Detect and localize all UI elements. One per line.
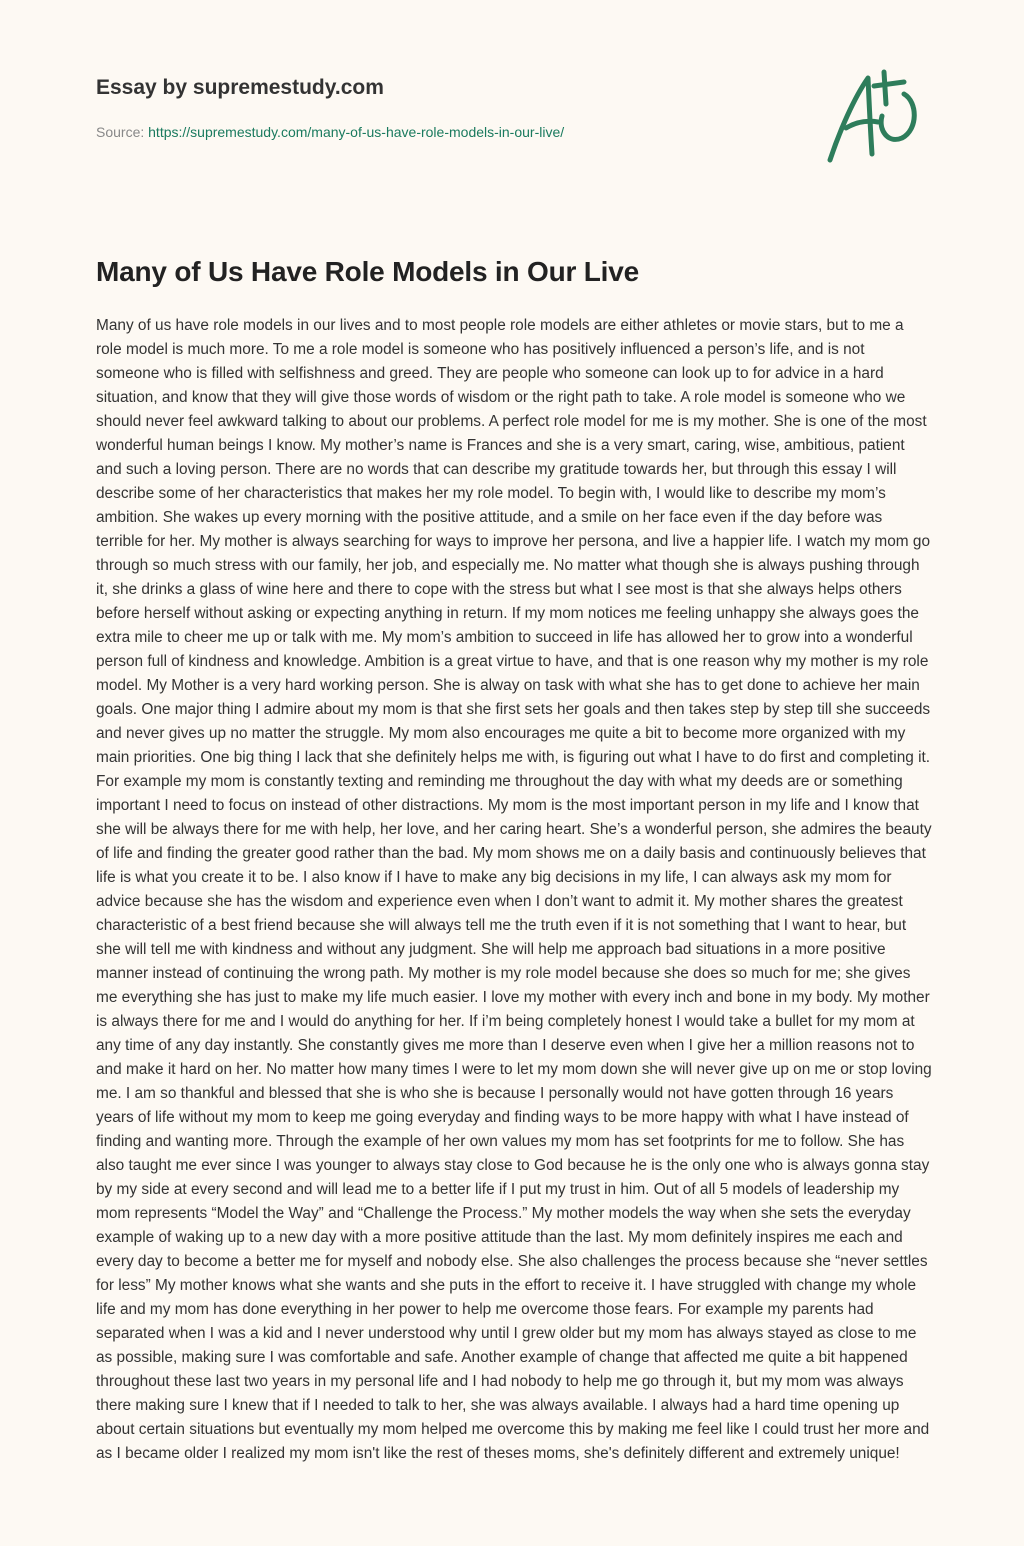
source-link[interactable]: https://supremestudy.com/many-of-us-have-role-models-in-our-live/	[148, 124, 565, 140]
essay-body: Many of us have role models in our lives and to most people role models are either athletes or movie stars, but to me a role model is much more. To me a role model is someone who has positively influenced a person’s life, and is not someone who is filled with selfishness and greed. They are people who someone can look up to for advice in a hard situation, and know that they will give those words of wisdom or the right path to take. A role model is someone who we should never feel awkward talking to about our problems. A perfect role model for me is my mother. She is one of the most wonderful human beings I know. My mother’s name is Frances and she is a very smart, caring, wise, ambitious, patient and such a loving person. There are no words that can describe my gratitude towards her, but through this essay I will describe some of her characteristics that makes her my role model. To begin with, I would like to describe my mom’s ambition. She wakes up every morning with the positive attitude, and a smile on her face even if the day before was terrible for her. My mother is always searching for ways to improve her persona, and live a happier life. I watch my mom go through so much stress with our family, her job, and especially me. No matter what though she is always pushing through it, she drinks a glass of wine here and there to cope with the stress but what I see most is that she always helps others before herself without asking or expecting anything in return. If my mom notices me feeling unhappy she always goes the extra mile to cheer me up or talk with me. My mom’s ambition to succeed in life has allowed her to grow into a wonderful person full of kindness and knowledge. Ambition is a great virtue to have, and that is one reason why my mother is my role model. My Mother is a very hard working person. She is alway on task with what she has to get done to achieve her main goals. One major thing I admire about my mom is that she first sets her goals and then takes step by step till she succeeds and never gives up no matter the struggle. My mom also encourages me quite a bit to become more organized with my main priorities. One big thing I lack that she definitely helps me with, is figuring out what I have to do first and completing it. For example my mom is constantly texting and reminding me throughout the day with what my deeds are or something important I need to focus on instead of other distractions. My mom is the most important person in my life and I know that she will be always there for me with help, her love, and her caring heart. She’s a wonderful person, she admires the beauty of life and finding the greater good rather than the bad. My mom shows me on a daily basis and continuously believes that life is what you create it to be. I also know if I have to make any big decisions in my life, I can always ask my mom for advice because she has the wisdom and experience even when I don’t want to admit it. My mother shares the greatest characteristic of a best friend because she will always tell me the truth even if it is not something that I want to hear, but she will tell me with kindness and without any judgment. She will help me approach bad situations in a more positive manner instead of continuing the wrong path. My mother is my role model because she does so much for me; she gives me everything she has just to make my life much easier. I love my mother with every inch and bone in my body. My mother is always there for me and I would do anything for her. If i’m being completely honest I would take a bullet for my mom at any time of any day instantly. She constantly gives me more than I deserve even when I give her a million reasons not to and make it hard on her. No matter how many times I were to let my mom down she will never give up on me or stop loving me. I am so thankful and blessed that she is who she is because I personally would not have gotten through 16 years years of life without my mom to keep me going everyday and finding ways to be more happy with what I have instead of finding and wanting more. Through the example of her own values my mom has set footprints for me to follow. She has also taught me ever since I was younger to always stay close to God because he is the only one who is always gonna stay by my side at every second and will lead me to a better life if I put my trust in him. Out of all 5 models of leadership my mom represents “Model the Way” and “Challenge the Process.” My mother models the way when she sets the everyday example of waking up to a new day with a more positive attitude than the last. My mom definitely inspires me each and every day to become a better me for myself and nobody else. She also challenges the process because she “never settles for less” My mother knows what she wants and she puts in the effort to receive it. I have struggled with change my whole life and my mom has done everything in her power to help me overcome those fears. For example my parents had separated when I was a kid and I never understood why until I grew older but my mom has always stayed as close to me as possible, making sure I was comfortable and safe. Another example of change that affected me quite a bit happened throughout these last two years in my personal life and I had nobody to help me go through it, but my mom was always there making sure I knew that if I needed to talk to her, she was always available. I always had a hard time opening up about certain situations but eventually my mom helped me overcome this by making me feel like I could trust her more and as I became older I realized my mom isn't like the rest of theses moms, she's definitely different and extremely unique!	[96, 317, 932, 1462]
essay-title: Many of Us Have Role Models in Our Live	[96, 256, 639, 287]
a-plus-grade-icon	[822, 68, 926, 164]
site-title: Essay by supremestudy.com	[96, 76, 384, 99]
source-line	[96, 124, 564, 140]
source-label: Source:	[96, 124, 145, 140]
